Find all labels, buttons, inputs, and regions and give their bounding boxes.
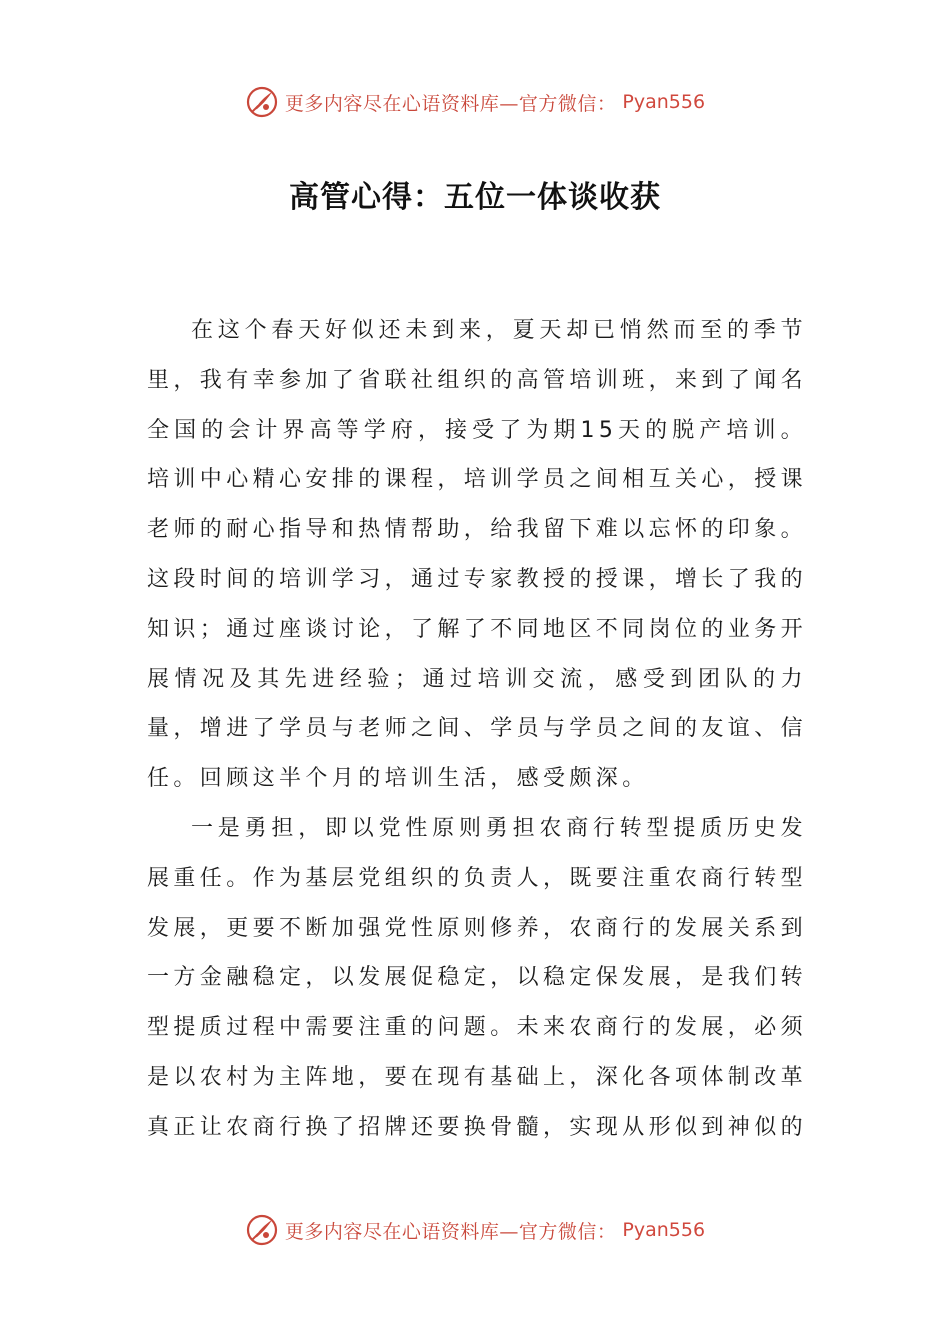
footer-banner-text: 更多内容尽在心语资料库—官方微信： [284, 1220, 617, 1243]
quill-pen-logo-icon [245, 1213, 279, 1247]
header-wechat-id: Pyan556 [622, 91, 706, 113]
paragraph-2: 一是勇担，即以党性原则勇担农商行转型提质历史发展重任。作为基层党组织的负责人，既要注重农商行转型发展，更要不断加强党性原则修养，农商行的发展关系到一方金融稳定，以发展促稳定，以稳定保发展，是我们转型提质过程中需要注重的问题。未来农商行的发展，必须是以农村为主阵地，要在现有基础上，深化各项体制改革真正让农商行换了招牌还要换骨髓，实现从形似到神似的 [147, 815, 808, 1140]
header-banner-text: 更多内容尽在心语资料库—官方微信： [284, 92, 617, 115]
footer-banner [0, 1210, 950, 1250]
header-banner [0, 82, 950, 122]
document-title: 高管心得：五位一体谈收获 [289, 180, 661, 215]
paragraph-1: 在这个春天好似还未到来，夏天却已悄然而至的季节里，我有幸参加了省联社组织的高管培训班，来到了闻名全国的会计界高等学府，接受了为期15天的脱产培训。培训中心精心安排的课程，培训学员之间相互关心，授课老师的耐心指导和热情帮助，给我留下难以忘怀的印象。这段时间的培训学习，通过专家教授的授课，增长了我的知识；通过座谈讨论，了解了不同地区不同岗位的业务开展情况及其先进经验；通过培训交流，感受到团队的力量，增进了学员与老师之间、学员与学员之间的友谊、信任。回顾这半个月的培训生活，感受颇深。 [147, 318, 808, 792]
quill-pen-logo-icon [245, 85, 279, 119]
document-body [147, 306, 807, 1153]
footer-wechat-id: Pyan556 [622, 1219, 706, 1241]
